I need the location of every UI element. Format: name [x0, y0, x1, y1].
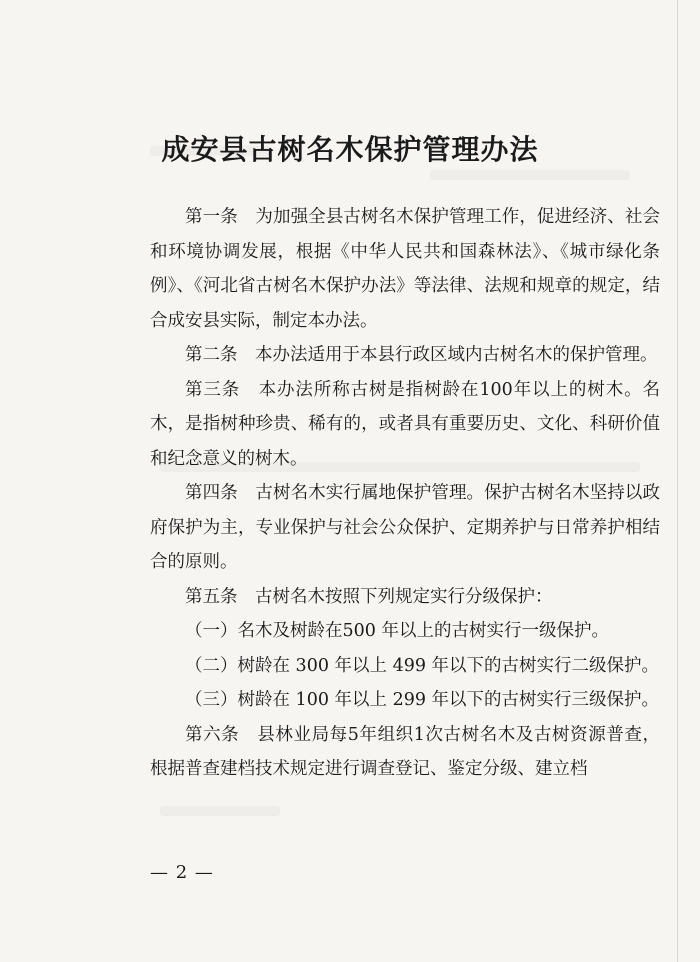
clause-2: （二）树龄在 300 年以上 499 年以下的古树实行二级保护。: [185, 655, 660, 676]
document-title: 成安县古树名木保护管理办法: [161, 133, 539, 166]
article-2: 第二条 本办法适用于本县行政区域内古树名木的保护管理。: [185, 345, 658, 365]
article-5: 第五条 古树名木按照下列规定实行分级保护：: [185, 586, 553, 607]
document-body: [150, 200, 660, 787]
article-1: 第一条 为加强全县古树名木保护管理工作，促进经济、社会和环境协调发展，根据《中华人民共和国森林法》、《城市绿化条例》、《河北省古树名木保护办法》等法律、法规和规章的规定，结合成安县实际，制定本办法。: [150, 207, 660, 331]
clause-3: （三）树龄在 100 年以上 299 年以下的古树实行三级保护。: [185, 690, 660, 710]
bleed-through: [160, 806, 280, 816]
article-3: 第三条 本办法所称古树是指树龄在100年以上的树木。名木，是指树种珍贵、稀有的，或者具有重要历史、文化、科研价值和纪念意义的树木。: [150, 379, 660, 469]
bleed-through: [430, 170, 630, 180]
page-number: — 2 —: [150, 862, 214, 883]
article-6: 第六条 县林业局每5年组织1次古树名木及古树资源普查，根据普查建档技术规定进行调查登记、鉴定分级、建立档: [150, 724, 660, 779]
clause-1: （一）名木及树龄在500 年以上的古树实行一级保护。: [185, 621, 609, 641]
article-4: 第四条 古树名木实行属地保护管理。保护古树名木坚持以政府保护为主，专业保护与社会公众保护、定期养护与日常养护相结合的原则。: [150, 483, 660, 572]
